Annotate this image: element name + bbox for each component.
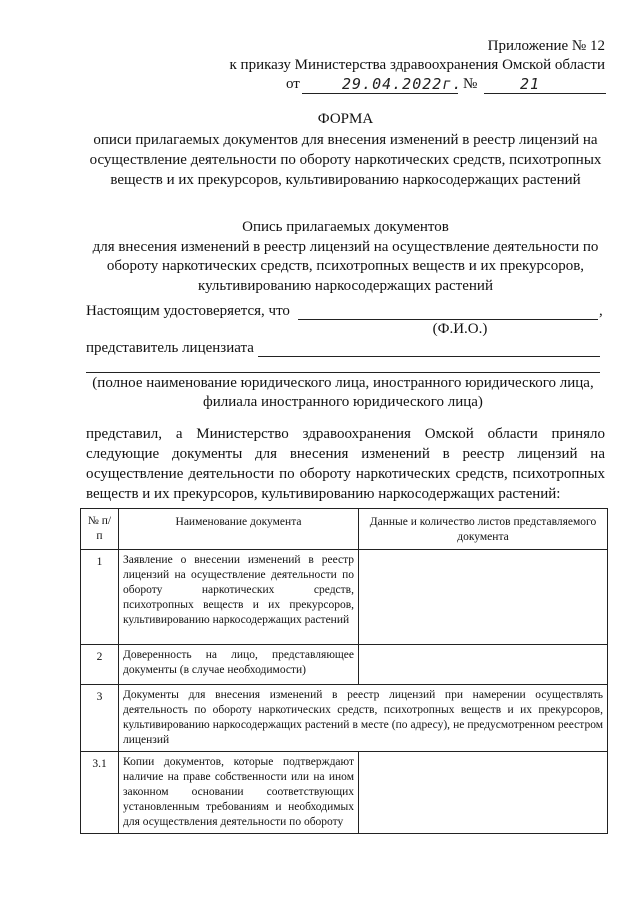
certify-text: Настоящим удостоверяется, что (86, 303, 290, 319)
body-text-line: веществ и их прекурсоров, культивированию наркосодержащих растений: (86, 486, 561, 502)
inventory-title-line: культивированию наркосодержащих растений (198, 278, 493, 294)
form-title-line: осуществление деятельности по обороту наркотических средств, психотропных (89, 152, 602, 168)
row-name: Доверенность на лицо, представляющее документы (в случае необходимости) (119, 645, 359, 685)
inventory-title-line: обороту наркотических средств, психотропных веществ и их прекурсоров, (106, 258, 585, 274)
row-name: Заявление о внесении изменений в реестр лицензий на осуществление деятельности по обороту наркотических средств, психотропных веществ и их прекурсоров, культивированию наркосодержащих растений (119, 550, 359, 645)
from-label: от (286, 76, 300, 92)
table-header-row (81, 509, 608, 550)
body-text-line: следующие документы для внесения изменений в реестр лицензий на (86, 446, 605, 462)
table-row (81, 550, 608, 645)
entity-caption: филиала иностранного юридического лица) (203, 394, 483, 410)
table-row (81, 645, 608, 685)
body-text-line: представил, а Министерство здравоохранения Омской области приняло (86, 426, 605, 442)
header-num: № п/п (81, 509, 119, 550)
row-num: 3.1 (81, 752, 119, 834)
form-title: ФОРМА (317, 111, 374, 127)
number-handwritten: 21 (520, 75, 541, 93)
representative-underline (258, 356, 600, 357)
row-data (359, 752, 608, 834)
date-underline (302, 93, 458, 94)
number-label: № (463, 76, 478, 92)
entity-underline (86, 372, 600, 373)
inventory-title-line: Опись прилагаемых документов (242, 219, 449, 235)
date-handwritten: 29.04.2022г. (342, 75, 463, 93)
inventory-title-line: для внесения изменений в реестр лицензий на осуществление деятельности по (92, 239, 599, 255)
row-name: Копии документов, которые подтверждают наличие на праве собственности или на ином законном основании соответствующих установленным требованиям и необходимых для осуществления деятельности по обороту (119, 752, 359, 834)
row-num: 3 (81, 685, 119, 752)
number-underline (484, 93, 606, 94)
documents-table (80, 508, 608, 834)
row-data (359, 550, 608, 645)
appendix-label: Приложение № 12 (487, 38, 605, 54)
table-row (81, 752, 608, 834)
row-name: Документы для внесения изменений в реестр лицензий при намерении осуществлять деятельность по обороту наркотических средств, психотропных веществ и их прекурсоров, культивированию наркосодержащих растений в месте (по адресу), не предусмотренном реестром лицензий (119, 685, 608, 752)
order-reference: к приказу Министерства здравоохранения Омской области (229, 57, 605, 73)
table-row (81, 685, 608, 752)
row-data (359, 645, 608, 685)
fio-caption: (Ф.И.О.) (432, 321, 488, 337)
entity-caption: (полное наименование юридического лица, иностранного юридического лица, (92, 375, 594, 391)
representative-label: представитель лицензиата (86, 340, 254, 356)
header-name: Наименование документа (119, 509, 359, 550)
row-num: 2 (81, 645, 119, 685)
form-title-line: веществ и их прекурсоров, культивированию наркосодержащих растений (110, 172, 581, 188)
certify-comma: , (599, 303, 603, 319)
fio-underline (298, 319, 598, 320)
header-data: Данные и количество листов представляемого документа (359, 509, 608, 550)
form-title-line: описи прилагаемых документов для внесения изменений в реестр лицензий на (93, 132, 598, 148)
row-num: 1 (81, 550, 119, 645)
body-text-line: осуществление деятельности по обороту наркотических средств, психотропных (86, 466, 605, 482)
